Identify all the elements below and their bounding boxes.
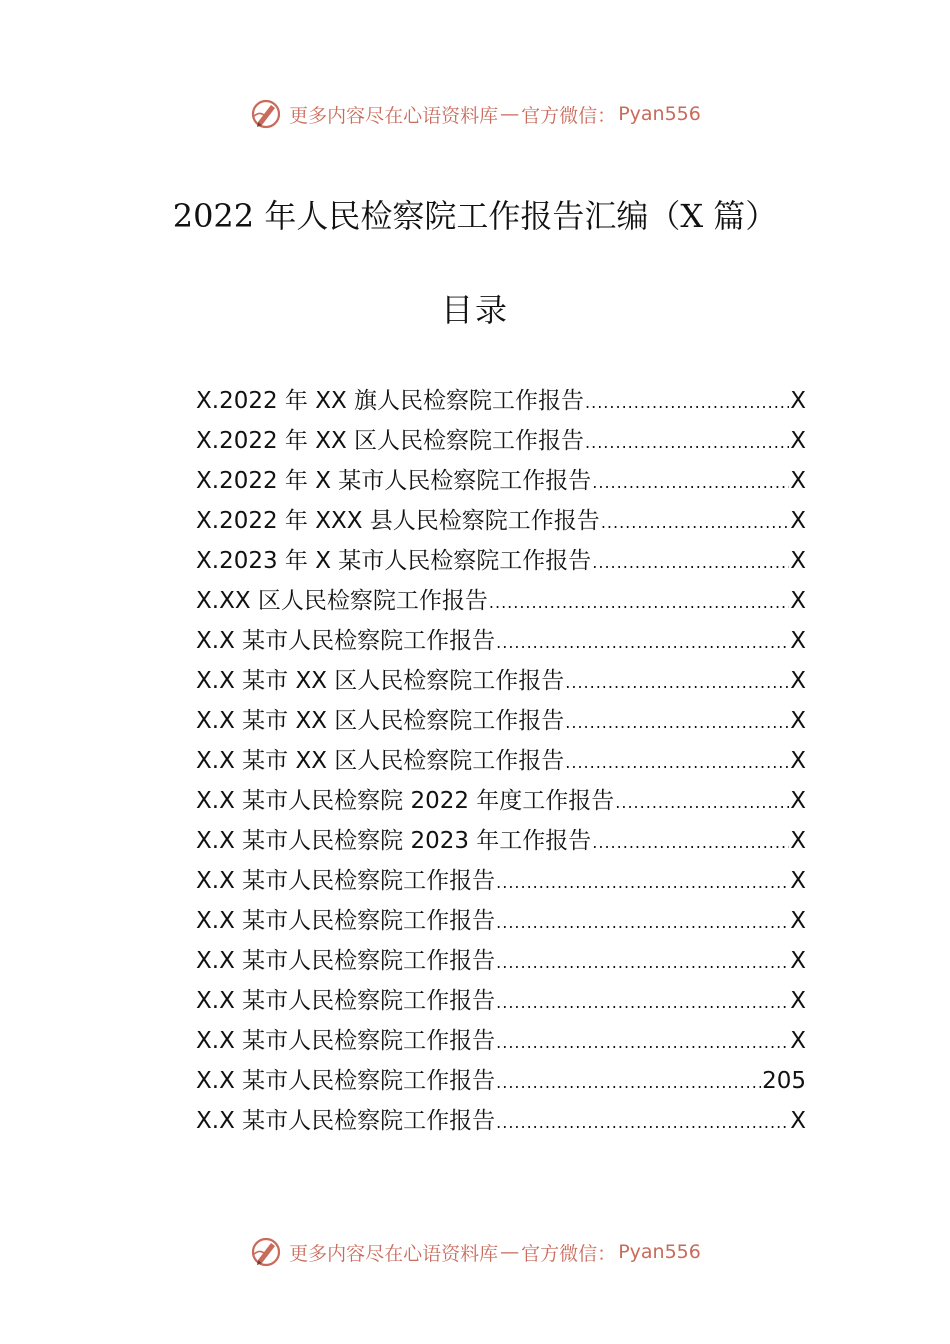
watermark-wechat-id: Pyan556	[618, 103, 701, 125]
toc-entry-page-number: X	[790, 788, 806, 814]
toc-entry[interactable]	[196, 461, 806, 501]
document-title: 2022 年人民检察院工作报告汇编（X 篇）	[172, 197, 778, 235]
toc-entry-label: X.X 某市人民检察院 2022 年度工作报告	[196, 788, 615, 814]
toc-entry-page-number: X	[790, 548, 806, 574]
toc-dot-leader	[496, 1103, 789, 1143]
toc-entry-page-number: X	[790, 948, 806, 974]
toc-dot-leader	[601, 503, 789, 543]
watermark-wechat-id: Pyan556	[618, 1241, 701, 1263]
toc-entry-page-number: X	[790, 428, 806, 454]
watermark-text: 更多内容尽在心语资料库	[289, 104, 499, 127]
toc-entry-page-number: X	[790, 1108, 806, 1134]
toc-entry[interactable]	[196, 941, 806, 981]
toc-entry-label: X.2022 年 X 某市人民检察院工作报告	[196, 468, 592, 494]
toc-entry-label: X.X 某市 XX 区人民检察院工作报告	[196, 748, 565, 774]
watermark-separator: —	[500, 1241, 520, 1263]
toc-entry[interactable]	[196, 1021, 806, 1061]
toc-dot-leader	[496, 983, 789, 1023]
toc-entry-page-number: X	[790, 588, 806, 614]
toc-entry-page-number: X	[790, 628, 806, 654]
watermark-wechat-label: 官方微信：	[521, 104, 617, 127]
toc-entry-label: X.2022 年 XX 旗人民检察院工作报告	[196, 388, 585, 414]
toc-entry-page-number: X	[790, 668, 806, 694]
toc-entry-page-number: X	[790, 748, 806, 774]
toc-entry-label: X.X 某市 XX 区人民检察院工作报告	[196, 708, 565, 734]
toc-entry-label: X.XX 区人民检察院工作报告	[196, 588, 488, 614]
toc-dot-leader	[592, 463, 789, 503]
toc-entry[interactable]	[196, 821, 806, 861]
toc-entry[interactable]	[196, 501, 806, 541]
toc-entry-label: X.X 某市 XX 区人民检察院工作报告	[196, 668, 565, 694]
toc-dot-leader	[496, 903, 789, 943]
toc-entry[interactable]	[196, 1101, 806, 1141]
table-of-contents	[196, 381, 806, 1141]
toc-dot-leader	[496, 943, 789, 983]
toc-dot-leader	[496, 623, 789, 663]
toc-entry-label: X.X 某市人民检察院工作报告	[196, 628, 496, 654]
toc-entry[interactable]	[196, 701, 806, 741]
toc-dot-leader	[585, 383, 789, 423]
toc-entry-label: X.X 某市人民检察院工作报告	[196, 1028, 496, 1054]
toc-entry-page-number: X	[790, 988, 806, 1014]
toc-entry-label: X.2023 年 X 某市人民检察院工作报告	[196, 548, 592, 574]
toc-entry-page-number: 205	[762, 1068, 806, 1094]
toc-entry-label: X.X 某市人民检察院工作报告	[196, 908, 496, 934]
toc-entry-label: X.X 某市人民检察院工作报告	[196, 988, 496, 1014]
toc-dot-leader	[496, 1063, 761, 1103]
toc-dot-leader	[565, 663, 789, 703]
toc-entry-label: X.X 某市人民检察院 2023 年工作报告	[196, 828, 592, 854]
toc-entry-page-number: X	[790, 908, 806, 934]
toc-dot-leader	[565, 743, 789, 783]
toc-entry[interactable]	[196, 901, 806, 941]
toc-entry[interactable]	[196, 581, 806, 621]
pen-circle-logo-icon	[249, 1235, 283, 1269]
toc-dot-leader	[496, 863, 789, 903]
toc-dot-leader	[565, 703, 789, 743]
toc-dot-leader	[592, 823, 789, 863]
toc-entry-page-number: X	[790, 468, 806, 494]
toc-entry-page-number: X	[790, 508, 806, 534]
toc-entry-label: X.X 某市人民检察院工作报告	[196, 1108, 496, 1134]
watermark-text: 更多内容尽在心语资料库	[289, 1242, 499, 1265]
toc-entry[interactable]	[196, 661, 806, 701]
toc-entry[interactable]	[196, 781, 806, 821]
toc-dot-leader	[615, 783, 789, 823]
toc-dot-leader	[592, 543, 789, 583]
footer-watermark	[0, 1232, 950, 1272]
toc-entry-page-number: X	[790, 868, 806, 894]
toc-entry-label: X.X 某市人民检察院工作报告	[196, 868, 496, 894]
header-watermark	[0, 94, 950, 134]
toc-entry[interactable]	[196, 861, 806, 901]
toc-entry-page-number: X	[790, 828, 806, 854]
toc-dot-leader	[585, 423, 789, 463]
toc-entry[interactable]	[196, 981, 806, 1021]
pen-circle-logo-icon	[249, 97, 283, 131]
watermark-separator: —	[500, 103, 520, 125]
watermark-wechat-label: 官方微信：	[521, 1242, 617, 1265]
toc-entry-label: X.2022 年 XX 区人民检察院工作报告	[196, 428, 585, 454]
toc-entry[interactable]	[196, 741, 806, 781]
toc-entry-page-number: X	[790, 708, 806, 734]
toc-dot-leader	[496, 1023, 789, 1063]
toc-entry-label: X.2022 年 XXX 县人民检察院工作报告	[196, 508, 600, 534]
toc-entry[interactable]	[196, 541, 806, 581]
toc-entry-label: X.X 某市人民检察院工作报告	[196, 948, 496, 974]
toc-entry[interactable]	[196, 621, 806, 661]
toc-entry-page-number: X	[790, 1028, 806, 1054]
toc-heading: 目录	[440, 291, 509, 329]
toc-dot-leader	[489, 583, 789, 623]
toc-entry-label: X.X 某市人民检察院工作报告	[196, 1068, 496, 1094]
toc-entry[interactable]	[196, 421, 806, 461]
toc-entry[interactable]	[196, 1061, 806, 1101]
toc-entry[interactable]	[196, 381, 806, 421]
toc-entry-page-number: X	[790, 388, 806, 414]
